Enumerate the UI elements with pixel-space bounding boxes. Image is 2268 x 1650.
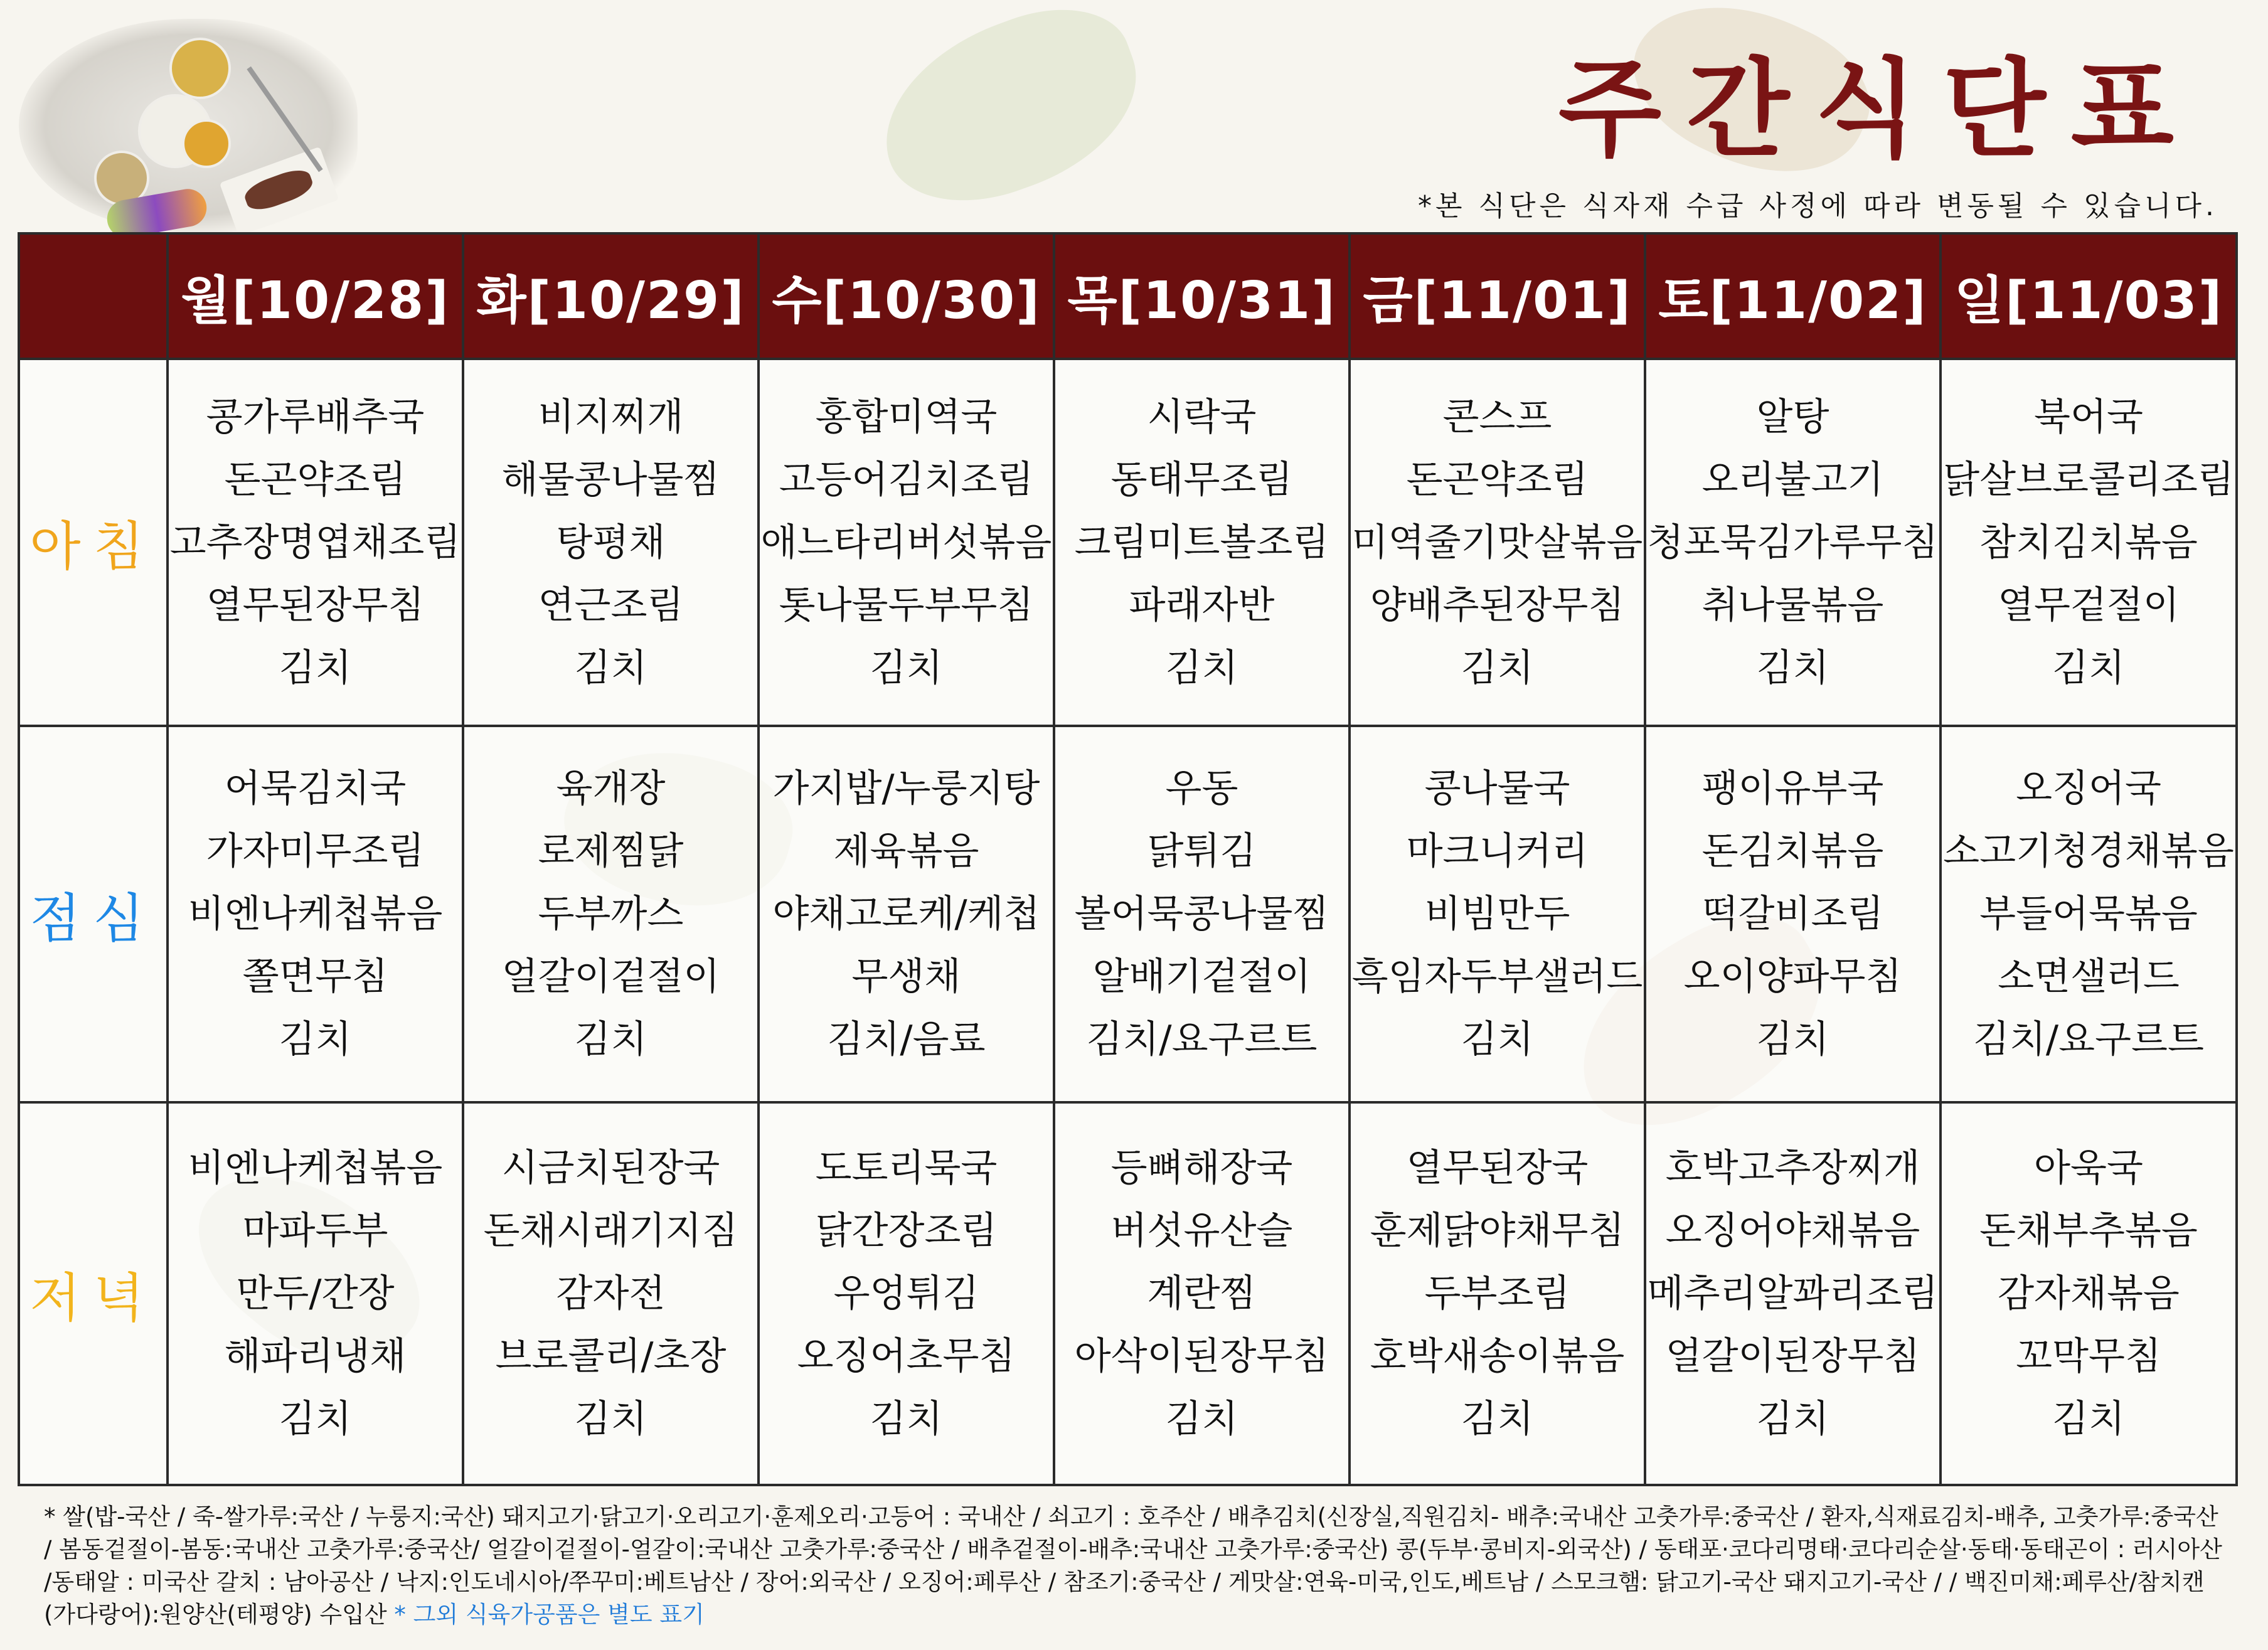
bowl-icon bbox=[182, 119, 231, 168]
dish: 꼬막무침 bbox=[2016, 1334, 2161, 1378]
dish: 닭살브로콜리조림 bbox=[1943, 457, 2234, 502]
dish: 마파두부 bbox=[242, 1209, 388, 1253]
menu-cell bbox=[759, 1102, 1054, 1485]
dish: 볼어묵콩나물찜 bbox=[1074, 892, 1329, 936]
dish: 김치/음료 bbox=[827, 1018, 986, 1062]
dish: 우엉튀김 bbox=[833, 1272, 979, 1316]
dish: 크림미트볼조림 bbox=[1074, 520, 1329, 565]
dish: 김치 bbox=[574, 646, 647, 690]
day-header-row bbox=[19, 233, 2237, 359]
dish: 콩나물국 bbox=[1424, 767, 1570, 811]
breakfast-row bbox=[19, 359, 2237, 726]
dish: 해파리냉채 bbox=[224, 1334, 407, 1378]
dish: 호박새송이볶음 bbox=[1370, 1334, 1625, 1378]
dish: 파래자반 bbox=[1129, 583, 1275, 627]
dish: 비빔만두 bbox=[1424, 892, 1570, 936]
dish: 비엔나케첩볶음 bbox=[188, 1146, 443, 1190]
dish: 닭튀김 bbox=[1147, 829, 1257, 873]
menu-cell bbox=[1941, 1102, 2237, 1485]
dish: 시금치된장국 bbox=[501, 1146, 720, 1190]
dish: 비지찌개 bbox=[538, 395, 684, 439]
dish: 김치 bbox=[1756, 1397, 1829, 1441]
menu-cell bbox=[463, 359, 759, 726]
dish: 계란찜 bbox=[1147, 1272, 1257, 1316]
menu-cell bbox=[168, 1102, 463, 1485]
dish: 김치 bbox=[870, 1397, 943, 1441]
menu-cell bbox=[1350, 359, 1645, 726]
dish: 쫄면무침 bbox=[242, 955, 388, 999]
origin-footnote bbox=[44, 1501, 2227, 1631]
dish: 얼갈이겉절이 bbox=[501, 955, 720, 999]
dish: 고등어김치조림 bbox=[779, 457, 1034, 502]
dish: 김치 bbox=[1461, 1397, 1534, 1441]
day-header: 금[11/01] bbox=[1350, 233, 1645, 359]
meat-plate-icon bbox=[220, 147, 339, 237]
day-header: 토[11/02] bbox=[1645, 233, 1941, 359]
dish: 열무된장무침 bbox=[206, 583, 425, 627]
dish: 김치 bbox=[1461, 1018, 1534, 1062]
menu-cell bbox=[1645, 359, 1941, 726]
dish: 호박고추장찌개 bbox=[1665, 1146, 1920, 1190]
dish: 취나물볶음 bbox=[1701, 583, 1884, 627]
dish: 김치 bbox=[870, 646, 943, 690]
dish: 감자채볶음 bbox=[1998, 1272, 2180, 1316]
dish: 팽이유부국 bbox=[1701, 767, 1884, 811]
dish: 홍합미역국 bbox=[815, 395, 998, 439]
dish: 김치 bbox=[2052, 646, 2125, 690]
menu-cell bbox=[759, 359, 1054, 726]
dish: 미역줄기맛살볶음 bbox=[1351, 520, 1643, 565]
dish: 톳나물두부무침 bbox=[779, 583, 1034, 627]
menu-cell bbox=[759, 726, 1054, 1102]
dish: 두부까스 bbox=[538, 892, 684, 936]
dish: 동태무조림 bbox=[1110, 457, 1293, 502]
dish: 브로콜리/초장 bbox=[495, 1334, 727, 1378]
meal-label-dinner: 저녁 bbox=[19, 1102, 168, 1485]
dish: 열무겉절이 bbox=[1998, 583, 2180, 627]
menu-cell bbox=[1054, 726, 1350, 1102]
dish: 감자전 bbox=[556, 1272, 666, 1316]
dish: 떡갈비조림 bbox=[1701, 892, 1884, 936]
dish: 아삭이된장무침 bbox=[1074, 1334, 1329, 1378]
dish: 제육볶음 bbox=[833, 829, 979, 873]
menu-cell bbox=[168, 359, 463, 726]
meal-label-lunch: 점심 bbox=[19, 726, 168, 1102]
dish: 해물콩나물찜 bbox=[501, 457, 720, 502]
dish: 연근조림 bbox=[538, 583, 684, 627]
menu-cell bbox=[1350, 726, 1645, 1102]
menu-cell bbox=[1941, 359, 2237, 726]
dish: 무생채 bbox=[851, 955, 961, 999]
menu-cell bbox=[1350, 1102, 1645, 1485]
dinner-row bbox=[19, 1102, 2237, 1485]
food-photo bbox=[19, 19, 358, 232]
dish: 가자미무조림 bbox=[206, 829, 425, 873]
origin-text: * 쌀(밥-국산 / 죽-쌀가루:국산 / 누룽지:국산) 돼지고기·닭고기·오리고기·훈제오리·고등어 : 국내산 / 쇠고기 : 호주산 / 배추김치(신장실,직원김치- 배추:국내산 고춧가루:중국산 / 환자,식재료김치-배추, 고춧가루:중국산 / 봄동겉절이-봄동:국내산 고춧가루:중국산/ 얼갈이겉절이-얼갈이:국내산 고춧가루:중국산 / 배추겉절이-배추:국내산 고춧가루:중국산) 콩(두부·콩비지-외국산) / 동태포·코다리명태·코다리순살·동태·동태곤이 : 러시아산 /동태알 : 미국산 갈치 : 남아공산 / 낙지:인도네시아/쭈꾸미:베트남산 / 장어:외국산 / 오징어:페루산 / 참조기:중국산 / 게맛살:연육-미국,인도,베트남 / 스모크햄: 닭고기-국산 돼지고기-국산 / / 백진미채:페루산/참치캔(가다랑어):원양산(테평양) 수입산 bbox=[44, 1503, 2222, 1628]
dish: 열무된장국 bbox=[1406, 1146, 1589, 1190]
dish: 청포묵김가루무침 bbox=[1647, 520, 1939, 565]
dish: 돈곤약조림 bbox=[224, 457, 407, 502]
menu-cell bbox=[1054, 359, 1350, 726]
dish: 닭간장조림 bbox=[815, 1209, 998, 1253]
processed-meat-note: * 그외 식육가공품은 별도 표기 bbox=[394, 1601, 705, 1628]
dish: 만두/간장 bbox=[236, 1272, 395, 1316]
dish: 김치/요구르트 bbox=[1086, 1018, 1318, 1062]
dish: 소고기청경채볶음 bbox=[1943, 829, 2234, 873]
dish: 마크니커리 bbox=[1406, 829, 1589, 873]
dish: 로제찜닭 bbox=[538, 829, 684, 873]
dish: 김치/요구르트 bbox=[1973, 1018, 2204, 1062]
dish: 참치김치볶음 bbox=[1979, 520, 2198, 565]
dish: 등뼈해장국 bbox=[1110, 1146, 1293, 1190]
dish: 오징어초무침 bbox=[797, 1334, 1016, 1378]
dish: 고추장명엽채조림 bbox=[169, 520, 461, 565]
header-corner bbox=[19, 233, 168, 359]
dish: 오이양파무침 bbox=[1683, 955, 1902, 999]
dish: 도토리묵국 bbox=[815, 1146, 998, 1190]
dish: 김치 bbox=[574, 1018, 647, 1062]
dish: 김치 bbox=[574, 1397, 647, 1441]
menu-cell bbox=[1645, 726, 1941, 1102]
dish: 부들어묵볶음 bbox=[1979, 892, 2198, 936]
dish: 탕평채 bbox=[556, 520, 666, 565]
background-leaf bbox=[858, 0, 1162, 228]
dish: 김치 bbox=[2052, 1397, 2125, 1441]
dish: 비엔나케첩볶음 bbox=[188, 892, 443, 936]
dish: 콘스프 bbox=[1442, 395, 1552, 439]
dish: 시락국 bbox=[1147, 395, 1257, 439]
dish: 북어국 bbox=[2034, 395, 2143, 439]
dish: 애느타리버섯볶음 bbox=[760, 520, 1052, 565]
dish: 어묵김치국 bbox=[224, 767, 407, 811]
dish: 오징어야채볶음 bbox=[1665, 1209, 1920, 1253]
menu-cell bbox=[1645, 1102, 1941, 1485]
menu-cell bbox=[1941, 726, 2237, 1102]
day-header: 월[10/28] bbox=[168, 233, 463, 359]
dish: 가지밥/누룽지탕 bbox=[772, 767, 1040, 811]
dish: 메추리알꽈리조림 bbox=[1647, 1272, 1939, 1316]
weekly-menu-table bbox=[18, 232, 2238, 1486]
menu-cell bbox=[168, 726, 463, 1102]
dish: 김치 bbox=[1756, 1018, 1829, 1062]
dish: 오징어국 bbox=[2016, 767, 2161, 811]
dish: 양배추된장무침 bbox=[1370, 583, 1625, 627]
notice-text: *본 식단은 식자재 수급 사정에 따라 변동될 수 있습니다. bbox=[1418, 190, 2218, 222]
lunch-row bbox=[19, 726, 2237, 1102]
day-header: 일[11/03] bbox=[1941, 233, 2237, 359]
dish: 우동 bbox=[1165, 767, 1238, 811]
dish: 콩가루배추국 bbox=[206, 395, 425, 439]
menu-cell bbox=[463, 1102, 759, 1485]
dish: 돈채부추볶음 bbox=[1979, 1209, 2198, 1253]
dish: 돈채시래기지짐 bbox=[483, 1209, 738, 1253]
dish: 훈제닭야채무침 bbox=[1370, 1209, 1625, 1253]
menu-cell bbox=[1054, 1102, 1350, 1485]
dish: 김치 bbox=[279, 1397, 352, 1441]
dish: 김치 bbox=[1165, 646, 1238, 690]
page-title: 주간식단표 bbox=[1558, 48, 2199, 172]
dish: 오리불고기 bbox=[1701, 457, 1884, 502]
dish: 버섯유산슬 bbox=[1110, 1209, 1293, 1253]
dish: 야채고로케/케첩 bbox=[772, 892, 1040, 936]
dish: 김치 bbox=[279, 646, 352, 690]
dish: 김치 bbox=[1165, 1397, 1238, 1441]
day-header: 수[10/30] bbox=[759, 233, 1054, 359]
day-header: 목[10/31] bbox=[1054, 233, 1350, 359]
dish: 알탕 bbox=[1756, 395, 1829, 439]
bowl-icon bbox=[169, 38, 231, 99]
dish: 알배기겉절이 bbox=[1092, 955, 1311, 999]
dish: 김치 bbox=[279, 1018, 352, 1062]
dish: 김치 bbox=[1461, 646, 1534, 690]
dish: 아욱국 bbox=[2034, 1146, 2143, 1190]
meal-label-breakfast: 아침 bbox=[19, 359, 168, 726]
dish: 돈곤약조림 bbox=[1406, 457, 1589, 502]
dish: 김치 bbox=[1756, 646, 1829, 690]
day-header: 화[10/29] bbox=[463, 233, 759, 359]
menu-cell bbox=[463, 726, 759, 1102]
dish: 두부조림 bbox=[1424, 1272, 1570, 1316]
dish: 소면샐러드 bbox=[1998, 955, 2180, 999]
dish: 흑임자두부샐러드 bbox=[1351, 955, 1643, 999]
dish: 돈김치볶음 bbox=[1701, 829, 1884, 873]
chopsticks-icon bbox=[247, 67, 322, 172]
dish: 육개장 bbox=[556, 767, 666, 811]
dish: 얼갈이된장무침 bbox=[1665, 1334, 1920, 1378]
